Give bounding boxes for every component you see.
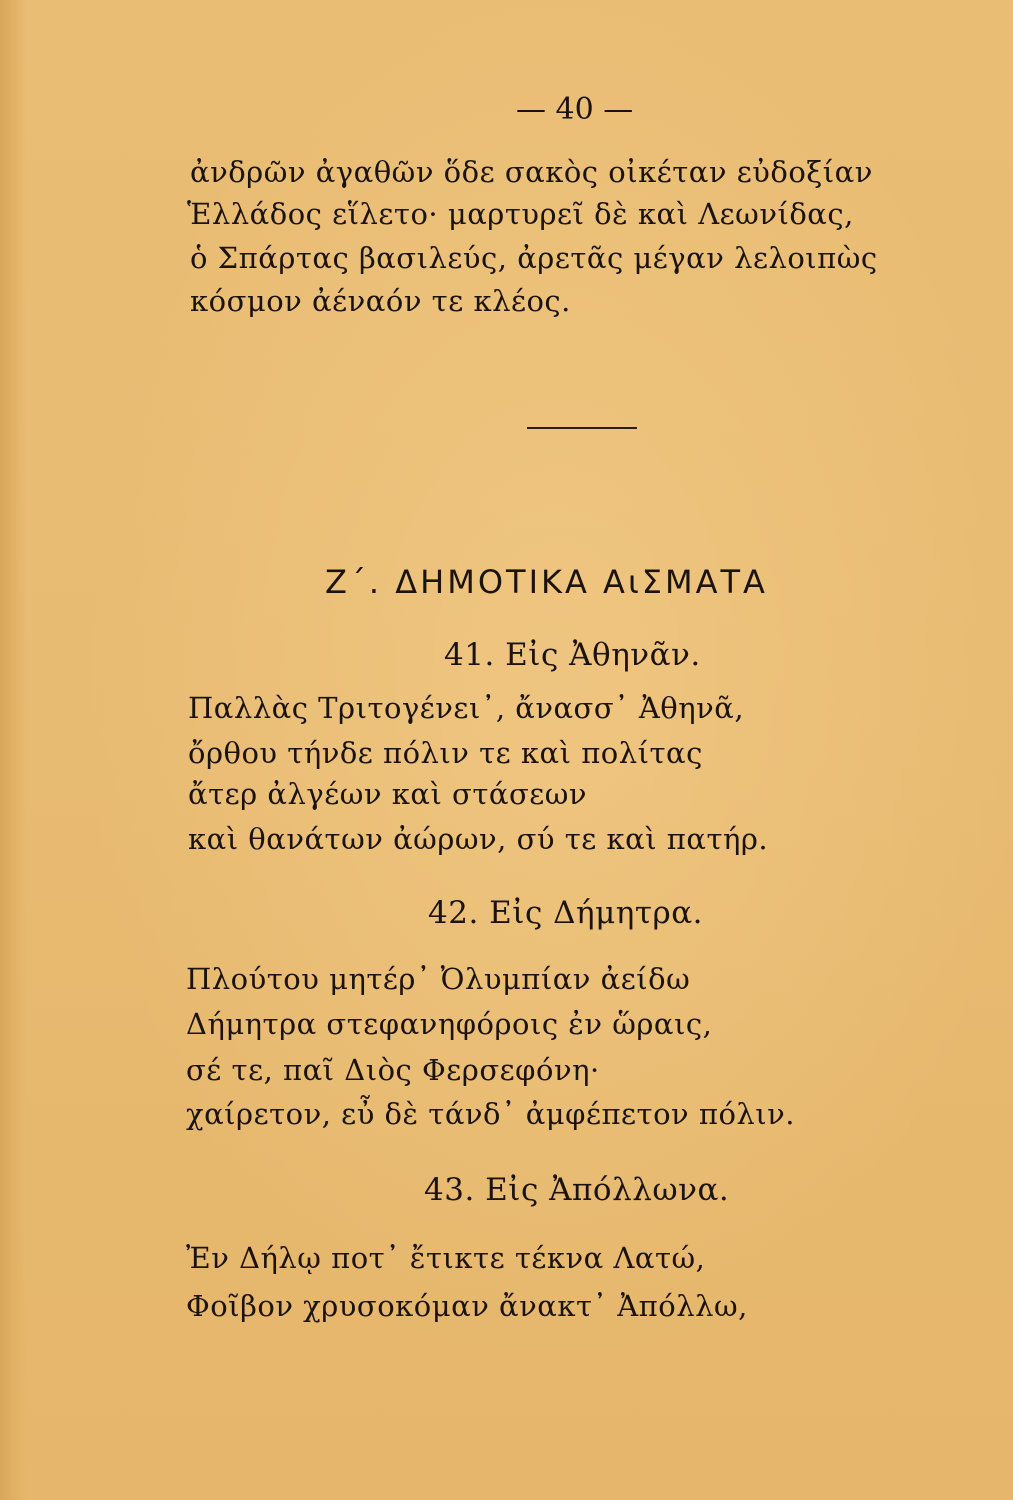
verse-line: Πλούτου μητέρ᾽ Ὀλυμπίαν ἀείδω [186,962,691,996]
section-divider [527,427,637,429]
page-number: — 40 — [516,92,634,127]
section-title: Ζ΄. ΔΗΜΟΤΙΚΑ ΑιΣΜΑΤΑ [325,563,768,601]
verse-line: Φοῖβον χρυσοκόμαν ἄνακτ᾽ Ἀπόλλω, [186,1289,748,1323]
verse-line: ἄτερ ἀλγέων καὶ στάσεων [188,777,588,811]
verse-line: ὄρθου τήνδε πόλιν τε καὶ πολίτας [188,736,703,770]
verse-line: Ἐν Δήλῳ ποτ᾽ ἔτικτε τέκνα Λατώ, [186,1241,706,1275]
song-title: 41. Εἰς Ἀθηνᾶν. [444,637,701,673]
song-title: 42. Εἰς Δήμητρα. [428,895,703,931]
verse-line: καὶ θανάτων ἀώρων, σύ τε καὶ πατήρ. [188,822,769,856]
verse-line: σέ τε, παῖ Διὸς Φερσεφόνη· [186,1053,600,1087]
verse-line: Ἑλλάδος εἵλετο· μαρτυρεῖ δὲ καὶ Λεωνίδας, [187,197,854,231]
verse-line: Παλλὰς Τριτογένει᾽, ἄνασσ᾽ Ἀθηνᾶ, [188,691,745,725]
verse-line: χαίρετον, εὖ δὲ τάνδ᾽ ἀμφέπετον πόλιν. [186,1097,796,1131]
verse-line: κόσμον ἀέναόν τε κλέος. [190,284,571,318]
song-title: 43. Εἰς Ἀπόλλωνα. [424,1172,730,1208]
page-gutter-shadow [0,0,26,1500]
verse-line: ἀνδρῶν ἀγαθῶν ὅδε σακὸς οἰκέταν εὐδοξίαν [190,155,873,189]
verse-line: ὁ Σπάρτας βασιλεύς, ἀρετᾶς μέγαν λελοιπὼς [190,241,878,275]
verse-line: Δήμητρα στεφανηφόροις ἐν ὥραις, [186,1007,713,1041]
